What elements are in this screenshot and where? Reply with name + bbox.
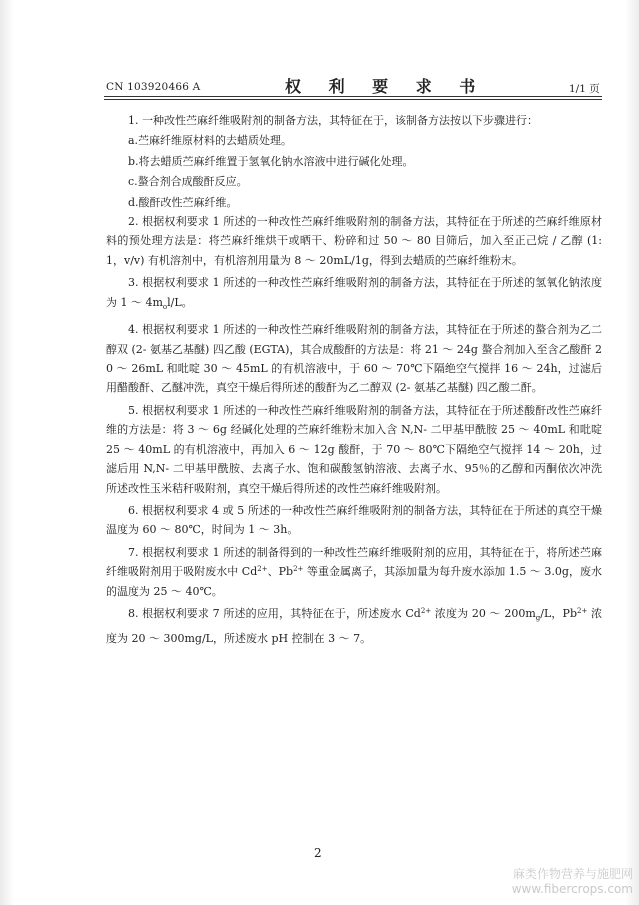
claim-8 [106,604,602,648]
watermark-site-name: 麻类作物营养与施肥网 [512,867,633,881]
header-divider-bottom [104,99,602,100]
claim-3-text: 3. 根据权利要求 1 所述的一种改性苎麻纤维吸附剂的制备方法，其特征在于所述的氢氧化钠浓度为 1 ～ 4m [106,276,602,309]
page-number: 2 [314,846,322,860]
claim-7 [106,543,602,601]
claim-1-step-b: b.将去蜡质苎麻纤维置于氢氧化钠水溶液中进行碱化处理。 [128,154,414,168]
claim-2: 2. 根据权利要求 1 所述的一种改性苎麻纤维吸附剂的制备方法，其特征在于所述的苎麻纤维原材料的预处理方法是：将苎麻纤维烘干或晒干、粉碎和过 50 ～ 80 目筛后，加入至正己烷 / 乙醇 (1:1，v/v) 有机溶剂中，有机溶剂用量为 8 ～ 20mL/1g，得到去蜡质的苎麻纤维粉末。 [106,215,602,267]
watermark [512,867,633,897]
claim-7-text: 7. 根据权利要求 1 所述的制备得到的一种改性苎麻纤维吸附剂的应用，其特征在于，将所述苎麻纤维吸附剂用于吸附废水中 Cd [106,545,602,579]
patent-number: CN 103920466 A [106,81,201,93]
claim-7-tail: 等重金属离子，其添加量为每升废水添加 1.5 ～ 3.0g，废水的温度为 25 ～ 40℃。 [106,565,602,598]
claim-1-step-a: a.苎麻纤维原材料的去蜡质处理。 [128,134,293,148]
claim-1: 1. 一种改性苎麻纤维吸附剂的制备方法，其特征在于，该制备方法按以下步骤进行： [128,114,538,127]
claim-8-cd-charge: 2+ [420,606,432,615]
claim-4: 4. 根据权利要求 1 所述的一种改性苎麻纤维吸附剂的制备方法，其特征在于所述的螯合剂为乙二醇双 (2- 氨基乙基醚) 四乙酸 (EGTA)，其合成酸酐的方法是：将 21 ～ 24g 螯合剂加入至含乙酸酐 20 ～ 26mL 和吡啶 30 ～ 45mL 的有机溶液中，于 60 ～ 70℃下隔绝空气搅拌 16 ～ 24h，过滤后用醋酸酐、乙醚冲洗，真空干燥后得所述的酸酐为乙二醇双 (2- 氨基乙基醚) 四乙酸二酐。 [106,323,602,395]
page-title: 权 利 要 求 书 [285,77,487,96]
claim-7-mid: 、Pb [267,565,294,579]
claim-8-subscript: g [535,614,541,623]
claim-7-cd-charge: 2+ [257,565,268,574]
claim-1-step-d: d.酸酐改性苎麻纤维。 [128,195,238,209]
claim-7-pb-charge: 2+ [293,565,304,574]
page-info: 1/1 页 [569,83,600,95]
claim-5: 5. 根据权利要求 1 所述的一种改性苎麻纤维吸附剂的制备方法，其特征在于所述酸酐改性苎麻纤维的方法是：将 3 ～ 6g 经碱化处理的苎麻纤维粉末加入含 N,N- 二甲基甲酰胺 25 ～ 40mL 和吡啶 25 ～ 40mL 的有机溶液中，再加入 6 ～ 12g 酸酐，于 70 ～ 80℃下隔绝空气搅拌 14 ～ 20h，过滤后用 N,N- 二甲基甲酰胺、去离子水、饱和碳酸氢钠溶液、去离子水、95％的乙醇和丙酮依次冲洗所述改性玉米秸秆吸附剂，真空干燥后得所述的改性苎麻纤维吸附剂。 [106,403,602,495]
claim-1-step-c: c.螯合剂合成酸酐反应。 [128,175,248,189]
header-divider-top [104,96,602,97]
claim-3-subscript: o [162,302,168,311]
claim-8-mid: 浓度为 20 ～ 200m [431,606,536,620]
claim-8-text: 8. 根据权利要求 7 所述的应用，其特征在于，所述废水 Cd [128,606,421,620]
watermark-url: www.fibercrops.com [511,882,633,896]
claim-3-tail: l/L。 [167,295,193,309]
claim-6: 6. 根据权利要求 4 或 5 所述的一种改性苎麻纤维吸附剂的制备方法，其特征在于所述的真空干燥温度为 60 ～ 80℃，时间为 1 ～ 3h。 [106,503,602,537]
claims-body [106,111,602,648]
claim-3 [106,273,602,317]
claim-8-tail: 浓度为 20 ～ 300mg/L，所述废水 pH 控制在 3 ～ 7。 [106,606,602,645]
claim-8-mid2: /L，Pb [540,606,578,620]
claim-8-pb-charge: 2+ [577,606,588,615]
